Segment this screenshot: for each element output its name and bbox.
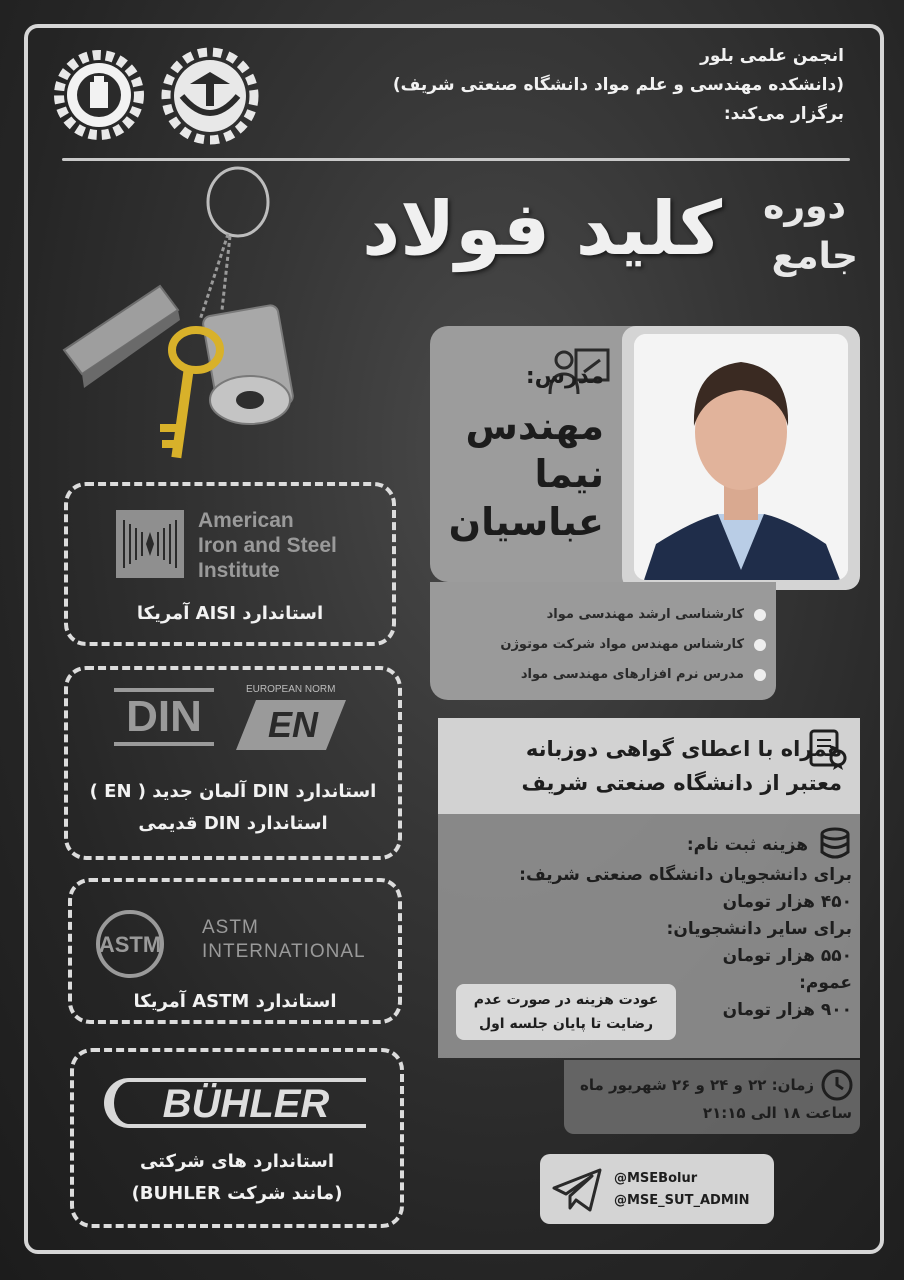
aisi-logo-mark	[116, 510, 184, 578]
astm-logo-line-1: ASTM	[202, 917, 259, 938]
buhler-caption	[74, 1146, 400, 1210]
astm-caption: استاندارد ASTM آمریکا	[133, 991, 337, 1012]
telegram-handles	[614, 1168, 749, 1212]
aisi-logo-line-3: Institute	[198, 559, 280, 582]
list-item: کارشناسی ارشد مهندسی مواد	[500, 600, 766, 630]
fee-sharif-label: برای دانشجویان دانشگاه صنعتی شریف:	[519, 865, 852, 885]
astm-logo-text	[202, 916, 366, 964]
list-item: کارشناس مهندس مواد شرکت موتوژن	[500, 630, 766, 660]
instructor-name-line-1: مهندس	[465, 404, 604, 448]
aisi-logo-line-2: Iron and Steel	[198, 534, 337, 557]
schedule-line-2: ساعت ۱۸ الی ۲۱:۱۵	[702, 1104, 852, 1122]
fee-sharif-price: ۴۵۰ هزار تومان	[722, 892, 852, 912]
standard-aisi-card	[64, 482, 396, 646]
fee-public-label: عموم:	[799, 973, 852, 993]
bullet-dot	[754, 639, 766, 651]
instructor-name-line-3: عباسیان	[448, 500, 604, 544]
title-word-course: دوره	[763, 186, 846, 227]
instructor-photo	[634, 334, 848, 580]
certificate-line-1: همراه با اعطای گواهی دوزبانه	[525, 737, 842, 761]
aisi-logo-line-1: American	[198, 509, 294, 532]
telegram-handle-2[interactable]: @MSE_SUT_ADMIN	[614, 1193, 750, 1208]
astm-seal-lettering: ASTM	[98, 932, 162, 957]
din-caption-line-2: استاندارد DIN قدیمی	[138, 813, 328, 834]
en-logo: EN	[267, 704, 318, 745]
list-item: مدرس نرم افزارهای مهندسی مواد	[500, 660, 766, 690]
course-title: کلید فولاد	[362, 186, 722, 272]
standard-astm-card	[68, 878, 402, 1024]
fee-public-price: ۹۰۰ هزار تومان	[722, 1000, 852, 1020]
steel-keys-image	[60, 160, 300, 470]
bullet-dot	[754, 609, 766, 621]
schedule-time	[703, 1100, 852, 1126]
schedule-text	[580, 1072, 814, 1098]
schedule-line-1: زمان: ۲۲ و ۲۴ و ۲۶ شهریور ماه	[580, 1076, 814, 1094]
fee-other-label: برای سایر دانشجویان:	[666, 919, 852, 939]
astm-logo-line-2: INTERNATIONAL	[202, 941, 366, 962]
sharif-university-logo	[52, 48, 146, 142]
astm-logo-mark	[94, 908, 166, 980]
buhler-caption-line-2: (مانند شرکت BUHLER)	[131, 1183, 343, 1204]
clock-icon	[820, 1068, 854, 1102]
org-line-3: برگزار می‌کند:	[723, 104, 844, 124]
telegram-icon[interactable]	[550, 1164, 604, 1216]
din-logo: DIN	[114, 688, 214, 746]
title-word-comprehensive: جامع	[771, 236, 858, 277]
buhler-caption-line-1: استاندارد های شرکتی	[139, 1151, 335, 1172]
refund-line-2: رضایت تا پایان جلسه اول	[478, 1016, 654, 1032]
standard-buhler-card	[70, 1048, 404, 1228]
certificate-line-2: معتبر از دانشگاه صنعتی شریف	[521, 771, 842, 795]
din-caption-line-1: استاندارد DIN آلمان جدید ( EN )	[89, 781, 377, 802]
buhler-logo: BÜHLER	[162, 1082, 330, 1126]
organizer-text	[224, 42, 844, 129]
bullet-dot	[754, 669, 766, 681]
instructor-name-line-2: نیما	[534, 452, 604, 496]
refund-line-1: عودت هزینه در صورت عدم	[473, 992, 659, 1008]
coins-icon	[818, 826, 852, 860]
org-line-1: انجمن علمی بلور	[700, 46, 844, 66]
din-caption	[68, 776, 398, 840]
aisi-caption: استاندارد AISI آمریکا	[136, 603, 324, 624]
fee-other-price: ۵۵۰ هزار تومان	[722, 946, 852, 966]
certificate-text	[522, 732, 842, 800]
instructor-name	[449, 402, 604, 546]
credential-list	[500, 600, 766, 690]
refund-note	[456, 984, 676, 1040]
en-small-label: EUROPEAN NORM	[246, 684, 336, 695]
telegram-handle-1[interactable]: @MSEBolur	[614, 1171, 698, 1186]
standard-din-card	[64, 666, 402, 860]
fee-title: هزینه ثبت نام:	[686, 835, 808, 855]
en-logo-box	[236, 700, 346, 750]
org-line-2: (دانشکده مهندسی و علم مواد دانشگاه صنعتی شریف)	[392, 75, 844, 95]
instructor-label: مدرس:	[525, 364, 604, 389]
aisi-logo-text	[198, 508, 337, 583]
